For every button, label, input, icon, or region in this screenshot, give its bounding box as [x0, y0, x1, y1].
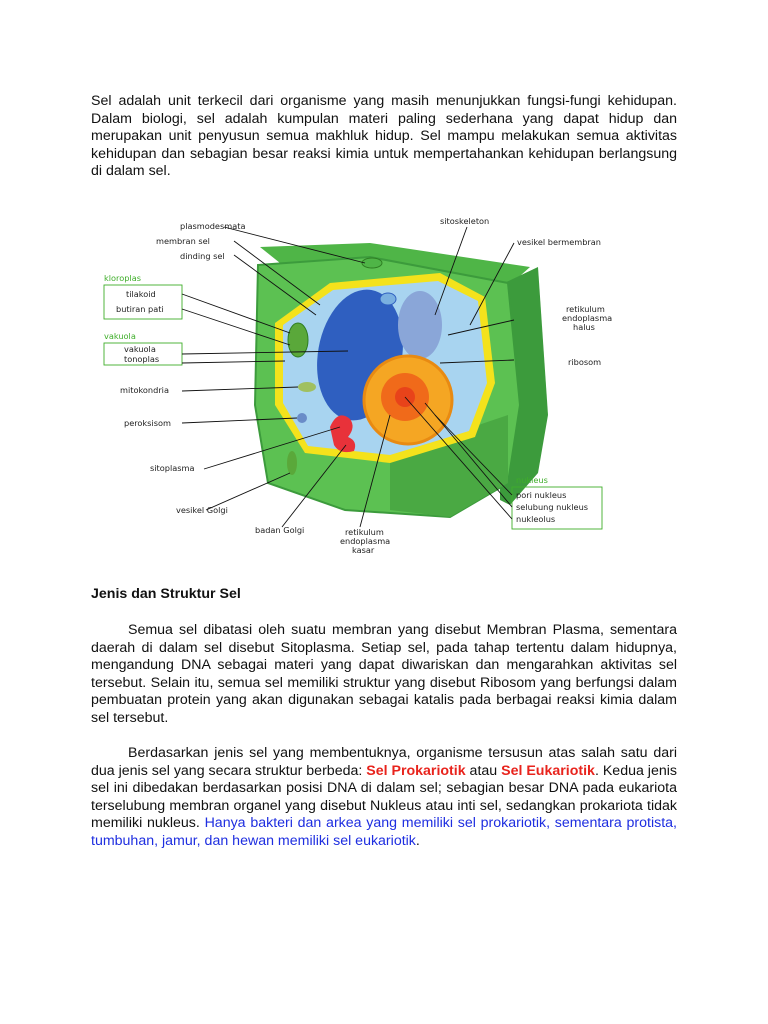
- smooth-er: [398, 291, 442, 359]
- label-selubung-nukleus: selubung nukleus: [516, 502, 589, 512]
- p3-text-3: . Kedua jenis sel ini dibedakan berdasarkan posisi DNA di dalam sel; sebagian besar DNA pada eukariota terselubung membran organel yang disebut Nukleus atau inti sel, sedangkan prokariota tidak memiliki nukleus.: [91, 762, 677, 832]
- intro-paragraph: Sel adalah unit terkecil dari organisme yang masih menunjukkan fungsi-fungi kehidupan. Dalam biologi, sel adalah kumpulan materi paling sederhana yang dapat hidup dan merupakan unit penyusun semua makhluk hidup. Sel mampu melakukan semua aktivitas kehidupan dan sebagian besar reaksi kimia untuk mempertahankan kehidupan berlangsung di dalam sel.: [91, 93, 677, 180]
- label-sitoskeleton: sitoskeleton: [440, 216, 490, 226]
- label-nukleus: nukleus: [516, 475, 548, 485]
- label-retikulum-kasar-1: retikulum: [345, 527, 384, 537]
- label-mitokondria: mitokondria: [120, 385, 169, 395]
- label-butiran-pati: butiran pati: [116, 304, 164, 314]
- p3-text-2: atau: [465, 762, 502, 779]
- vesicle: [380, 293, 396, 305]
- mitochondria: [298, 382, 316, 392]
- structure-paragraph: Semua sel dibatasi oleh suatu membran yang disebut Membran Plasma, sementara daerah di dalam sel disebut Sitoplasma. Setiap sel, pada tahap tertentu dalam hidupnya, mengandung DNA sebagai materi yang dapat diwariskan dan mengarahkan aktivitas sel tersebut. Selain itu, semua sel memiliki struktur yang disebut Ribosom yang berfungsi dalam pembuatan protein yang akan digunakan sebagai katalis pada berbagai reaksi kimia dalam sel tersebut.: [91, 622, 677, 726]
- label-vesikel-bermembran: vesikel bermembran: [517, 237, 602, 247]
- label-vesikel-golgi: vesikel Golgi: [176, 505, 228, 515]
- label-vakuola: vakuola: [104, 331, 136, 341]
- label-plasmodesmata: plasmodesmata: [180, 221, 246, 231]
- label-ribosom: ribosom: [568, 357, 602, 367]
- label-badan-golgi: badan Golgi: [255, 525, 305, 535]
- label-dinding-sel: dinding sel: [180, 251, 225, 261]
- eukaryotic-term: Sel Eukariotik: [501, 762, 595, 779]
- label-pori-nukleus: pori nukleus: [516, 490, 567, 500]
- label-vakuola-inner: vakuola: [124, 344, 156, 354]
- p3-text-end: .: [415, 832, 420, 849]
- label-retikulum-kasar-3: kasar: [352, 545, 375, 555]
- label-peroksisom: peroksisom: [124, 418, 171, 428]
- section-heading: Jenis dan Struktur Sel: [91, 586, 241, 602]
- label-sitoplasma: sitoplasma: [150, 463, 195, 473]
- peroxisome: [297, 413, 307, 423]
- prokaryotic-term: Sel Prokariotik: [366, 762, 466, 779]
- p3-text-1: Berdasarkan jenis sel yang membentuknya, organisme tersusun atas salah satu dari dua jenis sel yang secara struktur berbeda:: [91, 745, 677, 779]
- label-tonoplas: tonoplas: [124, 354, 160, 364]
- label-tilakoid: tilakoid: [126, 289, 156, 299]
- label-retikulum-kasar-2: endoplasma: [340, 536, 391, 546]
- label-nukleolus: nukleolus: [516, 514, 556, 524]
- label-kloroplas: kloroplas: [104, 273, 141, 283]
- highlighted-sentence: Hanya bakteri dan arkea yang memiliki sel prokariotik, sementara protista, tumbuhan, jamur, dan hewan memiliki sel eukariotik: [91, 815, 677, 849]
- label-retikulum-halus-2: endoplasma: [562, 313, 613, 323]
- cell-types-paragraph: [91, 745, 677, 851]
- label-retikulum-halus-3: halus: [573, 322, 595, 332]
- label-membran-sel: membran sel: [156, 236, 210, 246]
- plant-cell-diagram: [90, 205, 630, 565]
- label-retikulum-halus-1: retikulum: [566, 304, 605, 314]
- golgi-vesicle: [287, 451, 297, 475]
